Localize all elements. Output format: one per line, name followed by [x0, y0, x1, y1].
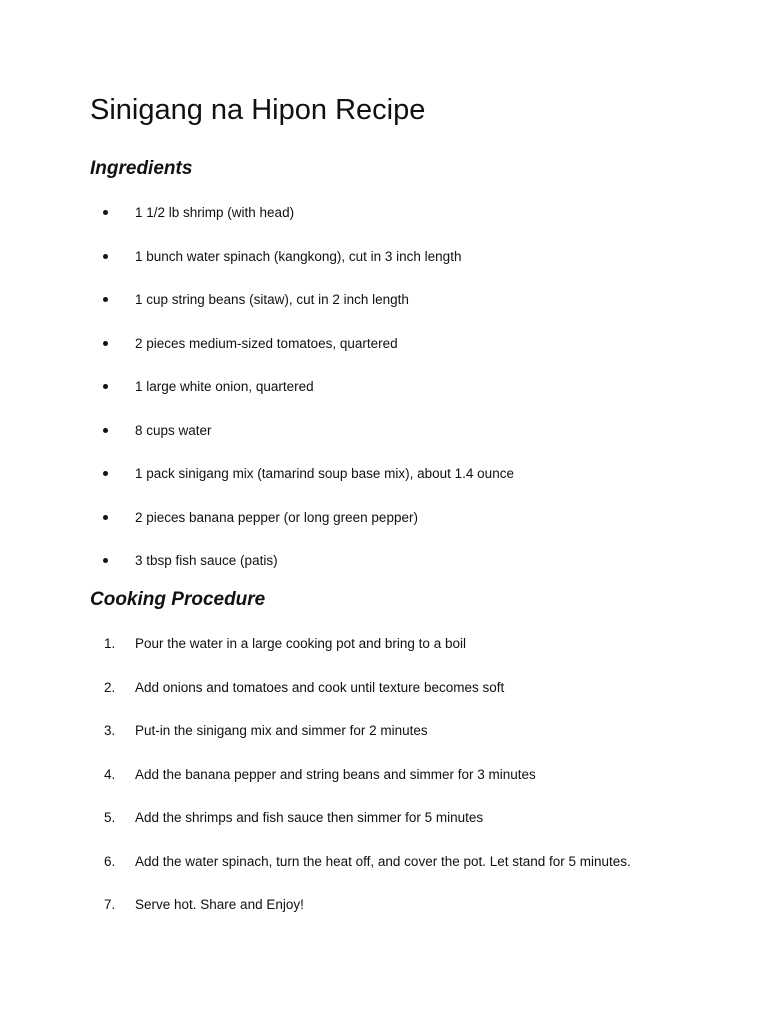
step-text: Add the banana pepper and string beans and simmer for 3 minutes [135, 766, 536, 782]
ingredient-text: 2 pieces medium-sized tomatoes, quartered [135, 335, 398, 351]
bullet-icon [103, 341, 108, 346]
bullet-icon [103, 254, 108, 259]
ingredients-list [0, 204, 768, 596]
ingredient-item [0, 204, 768, 248]
step-text: Serve hot. Share and Enjoy! [135, 897, 304, 912]
step-number: 3. [104, 723, 116, 738]
procedure-list [0, 635, 768, 940]
step-number: 4. [104, 766, 116, 782]
ingredient-item [0, 378, 768, 422]
ingredient-text: 2 pieces banana pepper (or long green pepper) [135, 509, 418, 525]
ingredient-item [0, 335, 768, 379]
ingredient-text: 1 cup string beans (sitaw), cut in 2 inch length [135, 292, 409, 307]
ingredient-item [0, 422, 768, 466]
page-title: Sinigang na Hipon Recipe [90, 94, 426, 126]
bullet-icon [103, 384, 108, 389]
bullet-icon [103, 428, 108, 433]
procedure-heading: Cooking Procedure [90, 589, 266, 610]
procedure-step [0, 635, 768, 679]
step-text: Add the water spinach, turn the heat off, and cover the pot. Let stand for 5 minutes. [135, 853, 631, 869]
bullet-icon [103, 515, 108, 520]
ingredients-heading: Ingredients [90, 158, 193, 179]
ingredient-item [0, 248, 768, 292]
procedure-step [0, 896, 768, 940]
step-number: 6. [104, 853, 116, 869]
procedure-step [0, 766, 768, 810]
procedure-step [0, 679, 768, 723]
step-number: 2. [104, 679, 116, 695]
bullet-icon [103, 471, 108, 476]
bullet-icon [103, 297, 108, 302]
procedure-step [0, 853, 768, 897]
ingredient-text: 1 1/2 lb shrimp (with head) [135, 205, 295, 220]
ingredient-text: 1 pack sinigang mix (tamarind soup base mix), about 1.4 ounce [135, 466, 514, 481]
step-number: 7. [104, 897, 116, 912]
procedure-step [0, 722, 768, 766]
ingredient-text: 1 large white onion, quartered [135, 379, 314, 394]
procedure-step [0, 809, 768, 853]
step-text: Pour the water in a large cooking pot and bring to a boil [135, 636, 466, 651]
step-number: 5. [104, 810, 116, 825]
ingredient-text: 8 cups water [135, 422, 212, 438]
ingredient-text: 3 tbsp fish sauce (patis) [135, 553, 278, 568]
ingredient-item [0, 509, 768, 553]
step-text: Put-in the sinigang mix and simmer for 2 minutes [135, 723, 428, 738]
ingredient-item [0, 465, 768, 509]
bullet-icon [103, 210, 108, 215]
ingredient-text: 1 bunch water spinach (kangkong), cut in 3 inch length [135, 248, 462, 264]
bullet-icon [103, 558, 108, 563]
step-text: Add the shrimps and fish sauce then simmer for 5 minutes [135, 810, 484, 825]
ingredient-item [0, 291, 768, 335]
step-text: Add onions and tomatoes and cook until texture becomes soft [135, 679, 505, 695]
step-number: 1. [104, 636, 116, 651]
